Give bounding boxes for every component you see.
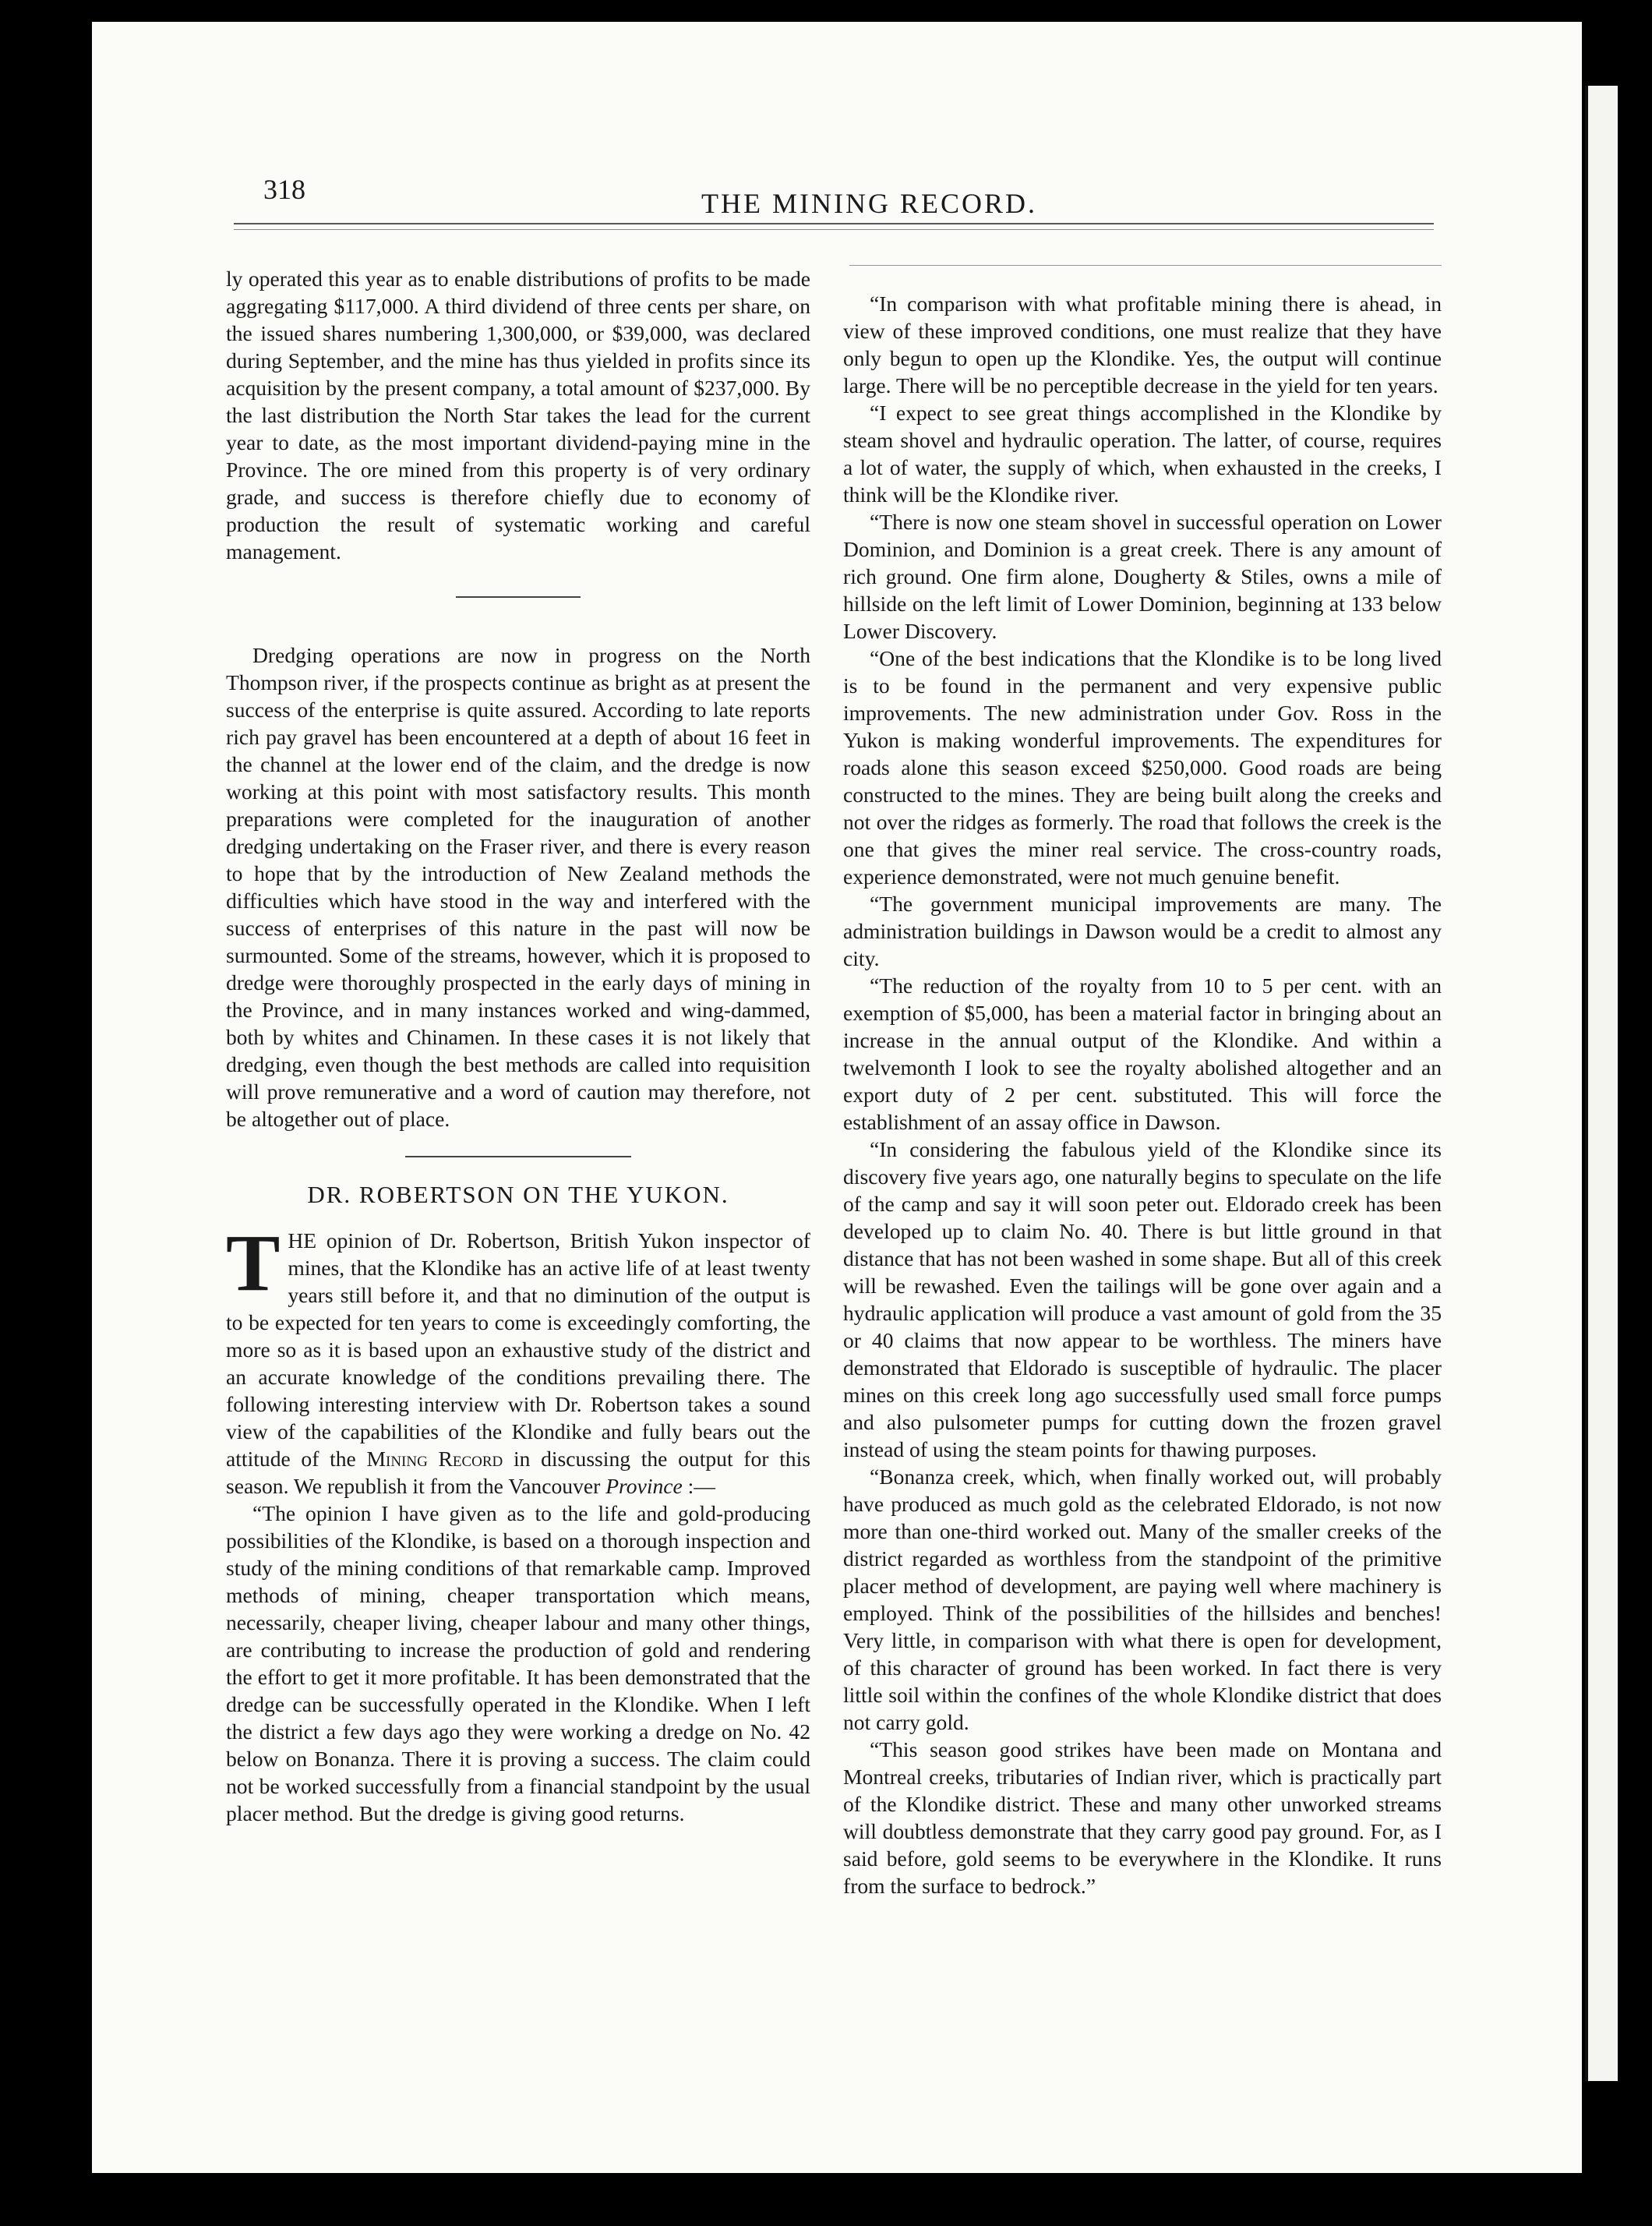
intro-part-c: :—	[682, 1474, 715, 1498]
dredging-paragraph: Dredging operations are now in progress on the North Thompson river, if the prospects continue as bright as at present the success of the enterprise is quite assured. According to late reports rich pay gravel has been encountered at a depth of about 16 feet in the channel at the lower end of the claim, and the dredge is now working at this point with most satisfactory results. This month preparations were completed for the inauguration of another dredging undertaking on the Fraser river, and there is every reason to hope that by the introduction of New Zealand methods the difficulties which have stood in the way and interfered with the success of enterprises of this nature in the past will now be surmounted. Some of the streams, however, which it is proposed to dredge were thoroughly prospected in the early days of mining in the Province, and in many instances worked and wing-dammed, both by whites and Chinamen. In these cases it is not likely that dredging, even though the best methods are called into requisition will prove remunerative and a word of caution may therefore, not be altogether out of place.	[226, 643, 810, 1131]
right-paragraph-7: “In considering the fabulous yield of the Klondike since its discovery five years ago, one naturally begins to speculate on the life of the camp and say it will soon peter out. Eldorado creek has been developed up to claim No. 40. There is but little ground in that distance that has not been washed in some shape. But all of this creek will be rewashed. Even the tailings will be gone over again and a hydraulic application will produce a vast amount of gold from the 35 or 40 claims that now appear to be worthless. The miners have demonstrated that Eldorado is susceptible of hydraulic. The placer mines on this creek long ago successfully used small force pumps and also pulsometer pumps for cutting down the frozen gravel instead of using the steam points for thawing purposes.	[843, 1137, 1442, 1461]
page-number: 318	[263, 174, 305, 205]
right-paragraph-1: “In comparison with what profitable mining there is ahead, in view of these improved conditions, one must realize that they have only begun to open up the Klondike. Yes, the output will continue large. There will be no perceptible decrease in the yield for ten years.	[843, 292, 1442, 398]
article-title: DR. ROBERTSON ON THE YUKON.	[307, 1181, 729, 1208]
right-paragraph-6: “The reduction of the royalty from 10 to 5 per cent. with an exemption of $5,000, has been a material factor in bringing about an increase in the annual output of the Klondike. And within a twelvemonth I look to see the royalty abolished altogether and an export duty of 2 per cent. substituted. This will force the establishment of an assay office in Dawson.	[843, 973, 1442, 1134]
left-column	[226, 265, 810, 1827]
intro-part-a: HE opinion of Dr. Robertson, British Yukon inspector of mines, that the Klondike has an active life of at least twenty years still before it, and that no diminution of the output is to be expected for ten years to come is exceedingly comforting, the more so as it is based upon an exhaustive study of the district and an accurate knowledge of the conditions prevailing there. The following interesting interview with Dr. Robertson takes a sound view of the capabilities of the Klondike and fully bears out the attitude of the	[226, 1228, 810, 1471]
right-paragraph-8: “Bonanza creek, which, when finally worked out, will probably have produced as much gold as the celebrated Eldorado, is not now more than one-third worked out. Many of the smaller creeks of the district regarded as worthless from the standpoint of the primitive placer method of development, are paying well where machinery is employed. Think of the possibilities of the hillsides and benches! Very little, in comparison with what there is open for development, of this character of ground has been worked. In fact there is very little soil within the confines of the whole Klondike district that does not carry gold.	[843, 1465, 1442, 1734]
right-column	[843, 290, 1442, 1899]
right-paragraph-2: “I expect to see great things accomplished in the Klondike by steam shovel and hydraulic operation. The latter, of course, requires a lot of water, the supply of which, when exhausted in the creeks, I think will be the Klondike river.	[843, 401, 1442, 507]
right-paragraph-3: “There is now one steam shovel in successful operation on Lower Dominion, and Dominion is a great creek. There is any amount of rich ground. One firm alone, Dougherty & Stiles, owns a mile of hillside on the left limit of Lower Dominion, beginning at 133 below Lower Discovery.	[843, 510, 1442, 643]
running-title: THE MINING RECORD.	[701, 188, 1037, 219]
continued-paragraph: ly operated this year as to enable distributions of profits to be made aggregating $117,000. A third dividend of three cents per share, on the issued shares numbering 1,300,000, or $39,000, was declared during September, and the mine has thus yielded in profits since its acquisition by the present company, a total amount of $237,000. By the last distribution the North Star takes the lead for the current year to date, as the most important dividend-paying mine in the Province. The ore mined from this property is of very ordinary grade, and success is therefore chiefly due to economy of production the result of systematic working and careful management.	[226, 267, 810, 564]
intro-publication-name: Mining Record	[366, 1447, 503, 1471]
article-intro	[226, 1218, 810, 1500]
drop-cap: T	[226, 1218, 281, 1308]
header-rule-top	[234, 223, 1434, 224]
right-paragraph-4: “One of the best indications that the Klondike is to be long lived is to be found in the permanent and very expensive public improvements. The new administration under Gov. Ross in the Yukon is making wonderful improvements. The expenditures for roads alone this season exceed $250,000. Good roads are being constructed to the mines. They are being built along the creeks and not over the ridges as formerly. The road that follows the creek is the one that gives the miner real service. The cross-country roads, experience demonstrated, were not much genuine benefit.	[843, 646, 1442, 889]
facing-page-edge	[1585, 86, 1618, 2081]
intro-part-b: in discussing the output for this season. We republish it from the Vancouver	[226, 1447, 810, 1498]
header-rule-bottom	[234, 229, 1434, 230]
section-separator	[456, 596, 581, 598]
article-separator	[405, 1156, 631, 1157]
right-column-top-rule	[849, 265, 1442, 266]
right-paragraph-5: “The government municipal improvements are many. The administration buildings in Dawson would be a credit to almost any city.	[843, 892, 1442, 970]
intro-source-name: Province	[605, 1474, 683, 1498]
quote-paragraph-1: “The opinion I have given as to the life and gold-producing possibilities of the Klondike, is based on a thorough inspection and study of the mining conditions of that remarkable camp. Improved methods of mining, cheaper transportation which means, necessarily, cheaper living, cheaper labour and many other things, are contributing to increase the production of gold and rendering the effort to get it more profitable. It has been demonstrated that the dredge can be successfully operated in the Klondike. When I left the district a few days ago they were working a dredge on No. 42 below on Bonanza. There it is proving a success. The claim could not be worked successfully from a financial standpoint by the usual placer method. But the dredge is giving good returns.	[226, 1501, 810, 1825]
right-paragraph-9: “This season good strikes have been made on Montana and Montreal creeks, tributaries of Indian river, which is practically part of the Klondike district. These and many other unworked streams will doubtless demonstrate that they carry good pay ground. For, as I said before, gold seems to be everywhere in the Klondike. It runs from the surface to bedrock.”	[843, 1737, 1442, 1898]
